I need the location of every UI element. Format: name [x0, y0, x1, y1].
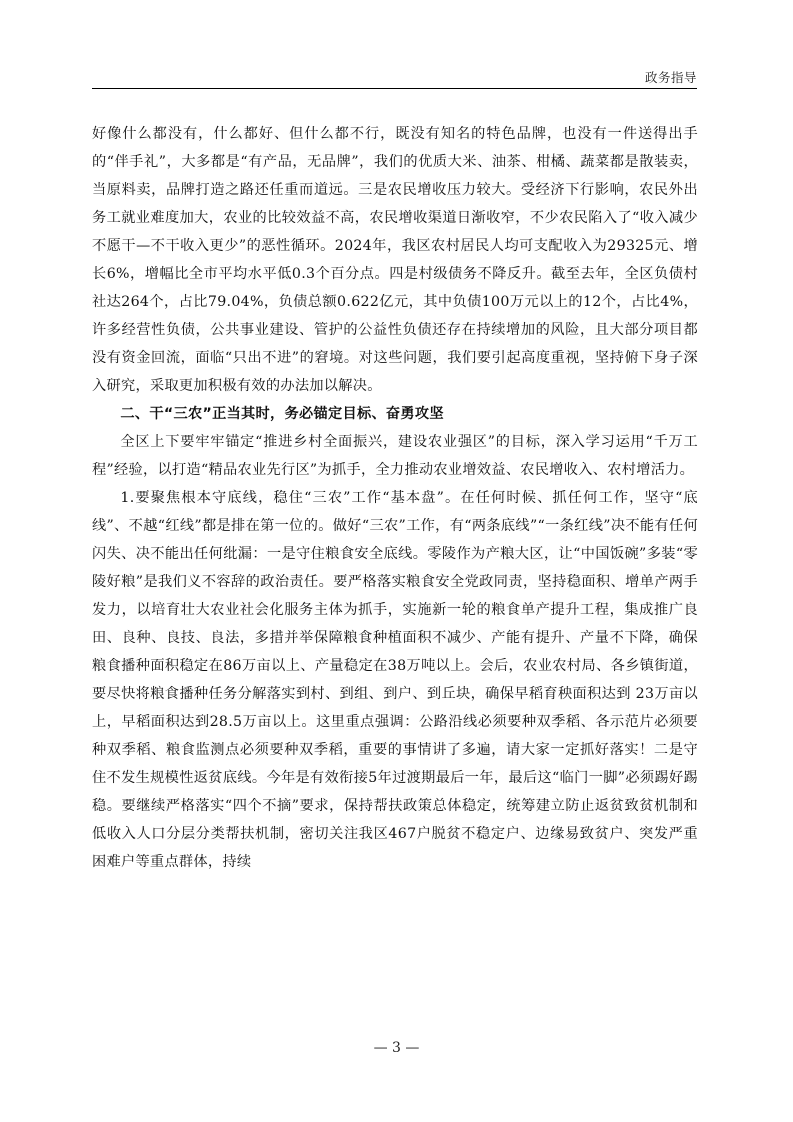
section-heading: 二、干“三农”正当其时，务必锚定目标、奋勇攻坚: [120, 406, 444, 422]
paragraph-intro: 全区上下要牢牢锚定“推进乡村全面振兴，建设农业强区”的目标，深入学习运用“千万工程”经验，以打造“精品农业先行区”为抓手，全力推动农业增效益、农民增收入、农村增活力。: [92, 434, 698, 478]
page-header: [92, 66, 697, 89]
page-number: — 3 —: [373, 1040, 420, 1056]
header-title: 政务指导: [644, 70, 697, 85]
document-body: [92, 120, 698, 876]
paragraph-point-1: 1.要聚焦根本守底线，稳住“三农”工作“基本盘”。在任何时候、抓任何工作，坚守“底线”、不越“红线”都是排在第一位的。做好“三农”工作，有“两条底线”“一条红线”决不能有任何闪失、决不能出任何纰漏：一是守住粮食安全底线。零陵作为产粮大区，让“中国饭碗”多装“零陵好粮”是我们义不容辞的政治责任。要严格落实粮食安全党政同责，坚持稳面积、增单产两手发力，以培育壮大农业社会化服务主体为抓手，实施新一轮的粮食单产提升工程，集成推广良田、良种、良技、良法，多措并举保障粮食种植面积不减少、产能有提升、产量不下降，确保粮食播种面积稳定在86万亩以上、产量稳定在38万吨以上。会后，农业农村局、各乡镇街道，要尽快将粮食播种任务分解落实到村、到组、到户、到丘块，确保早稻育秧面积达到 23万亩以上，早稻面积达到28.5万亩以上。这里重点强调：公路沿线必须要种双季稻、各示范片必须要种双季稻、粮食监测点必须要种双季稻，重要的事情讲了多遍，请大家一定抓好落实！二是守住不发生规模性返贫底线。今年是有效衔接5年过渡期最后一年，最后这“临门一脚”必须踢好踢稳。要继续严格落实“四个不摘”要求，保持帮扶政策总体稳定，统筹建立防止返贫致贫机制和低收入人口分层分类帮扶机制，密切关注我区467户脱贫不稳定户、边缘易致贫户、突发严重困难户等重点群体，持续: [92, 490, 698, 870]
paragraph-continued: 好像什么都没有，什么都好、但什么都不行，既没有知名的特色品牌，也没有一件送得出手的“伴手礼”，大多都是“有产品，无品牌”，我们的优质大米、油茶、柑橘、蔬菜都是散装卖，当原料卖，品牌打造之路还任重而道远。三是农民增收压力较大。受经济下行影响，农民外出务工就业难度加大，农业的比较效益不高，农民增收渠道日渐收窄，不少农民陷入了“收入减少不愿干—不干收入更少”的恶性循环。2024年，我区农村居民人均可支配收入为29325元、增长6%，增幅比全市平均水平低0.3个百分点。四是村级债务不降反升。截至去年，全区负债村社达264个，占比79.04%，负债总额0.622亿元，其中负债100万元以上的12个，占比4%，许多经营性负债，公共事业建设、管护的公益性负债还存在持续增加的风险，且大部分项目都没有资金回流，面临“只出不进”的窘境。对这些问题，我们要引起高度重视，坚持俯下身子深入研究，采取更加积极有效的办法加以解决。: [92, 126, 698, 394]
